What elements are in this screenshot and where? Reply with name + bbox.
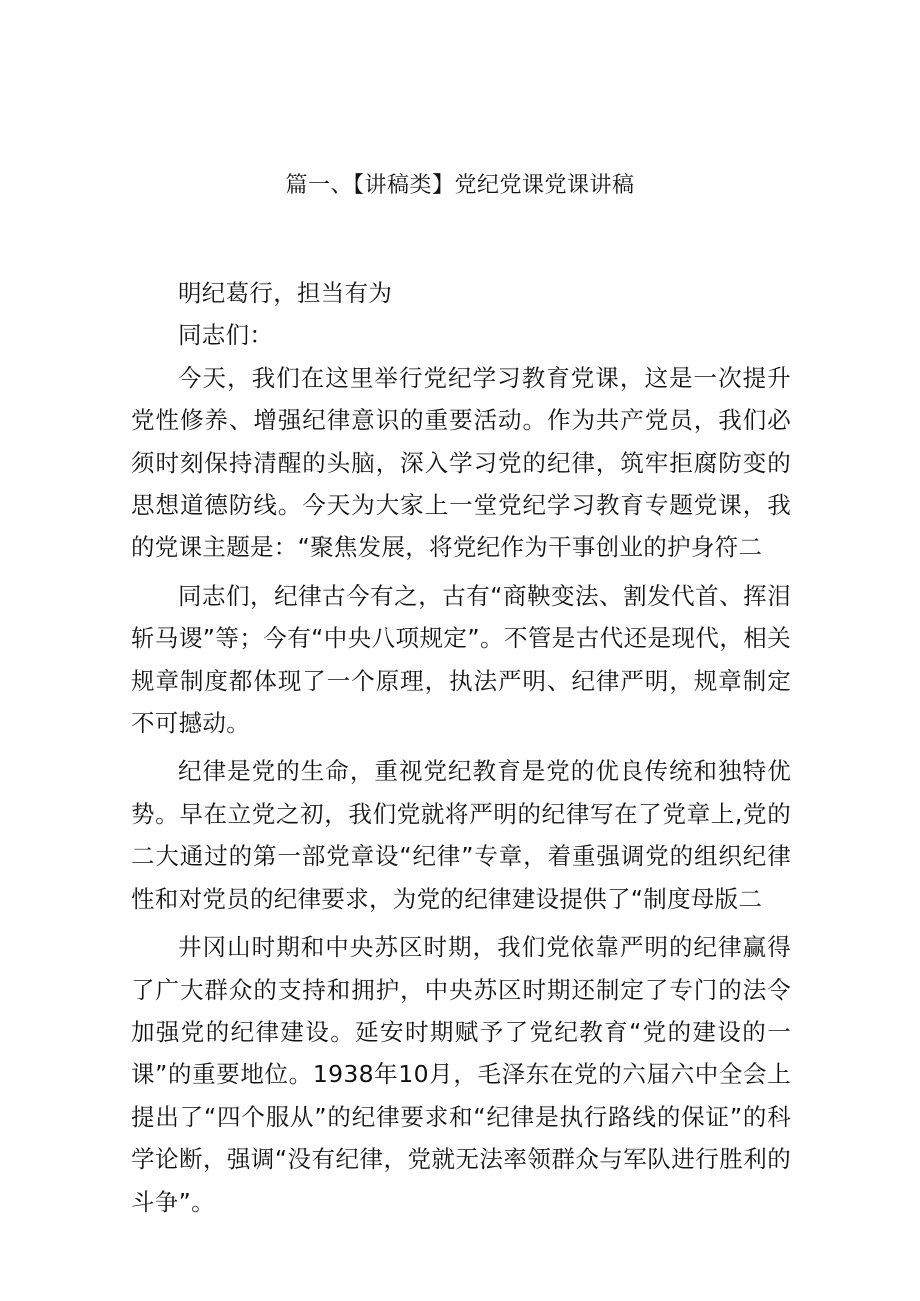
paragraph-discipline: 纪律是党的生命，重视党纪教育是党的优良传统和独特优势。早在立党之初，我们党就将严明的纪律写在了党章上,党的二大通过的第一部党章设“纪律”专章，着重强调党的组织纪律性和对党员的纪律要求，为党的纪律建设提供了“制度母版二 <box>131 757 791 913</box>
paragraph-heading: 明纪葛行，担当有为 <box>178 279 393 307</box>
document-title: 篇一、【讲稿类】党纪党课党课讲稿 <box>285 173 635 198</box>
paragraph-intro: 今天，我们在这里举行党纪学习教育党课，这是一次提升党性修养、增强纪律意识的重要活动。作为共产党员，我们必须时刻保持清醒的头脑，深入学习党的纪律，筑牢拒腐防变的思想道德防线。今天为大家上一堂党纪学习教育专题党课，我的党课主题是：“聚焦发展，将党纪作为干事创业的护身符二 <box>131 363 791 562</box>
document-body <box>131 272 791 1223</box>
paragraph-history: 同志们，纪律古今有之，古有“商鞅变法、割发代首、挥泪斩马谡”等；今有“中央八项规定”。不管是古代还是现代，相关规章制度都体现了一个原理，执法严明、纪律严明，规章制定不可撼动。 <box>131 581 791 738</box>
paragraph-jinggangshan: 井冈山时期和中央苏区时期，我们党依靠严明的纪律赢得了广大群众的支持和拥护，中央苏区时期还制定了专门的法令加强党的纪律建设。延安时期赋予了党纪教育“党的建设的一课”的重要地位。1938年10月，毛泽东在党的六届六中全会上提出了“四个服从”的纪律要求和“纪律是执行路线的保证”的科学论断，强调“没有纪律，党就无法率领群众与军队进行胜利的斗争”。 <box>131 933 791 1216</box>
paragraph-salutation: 同志们： <box>178 321 274 350</box>
